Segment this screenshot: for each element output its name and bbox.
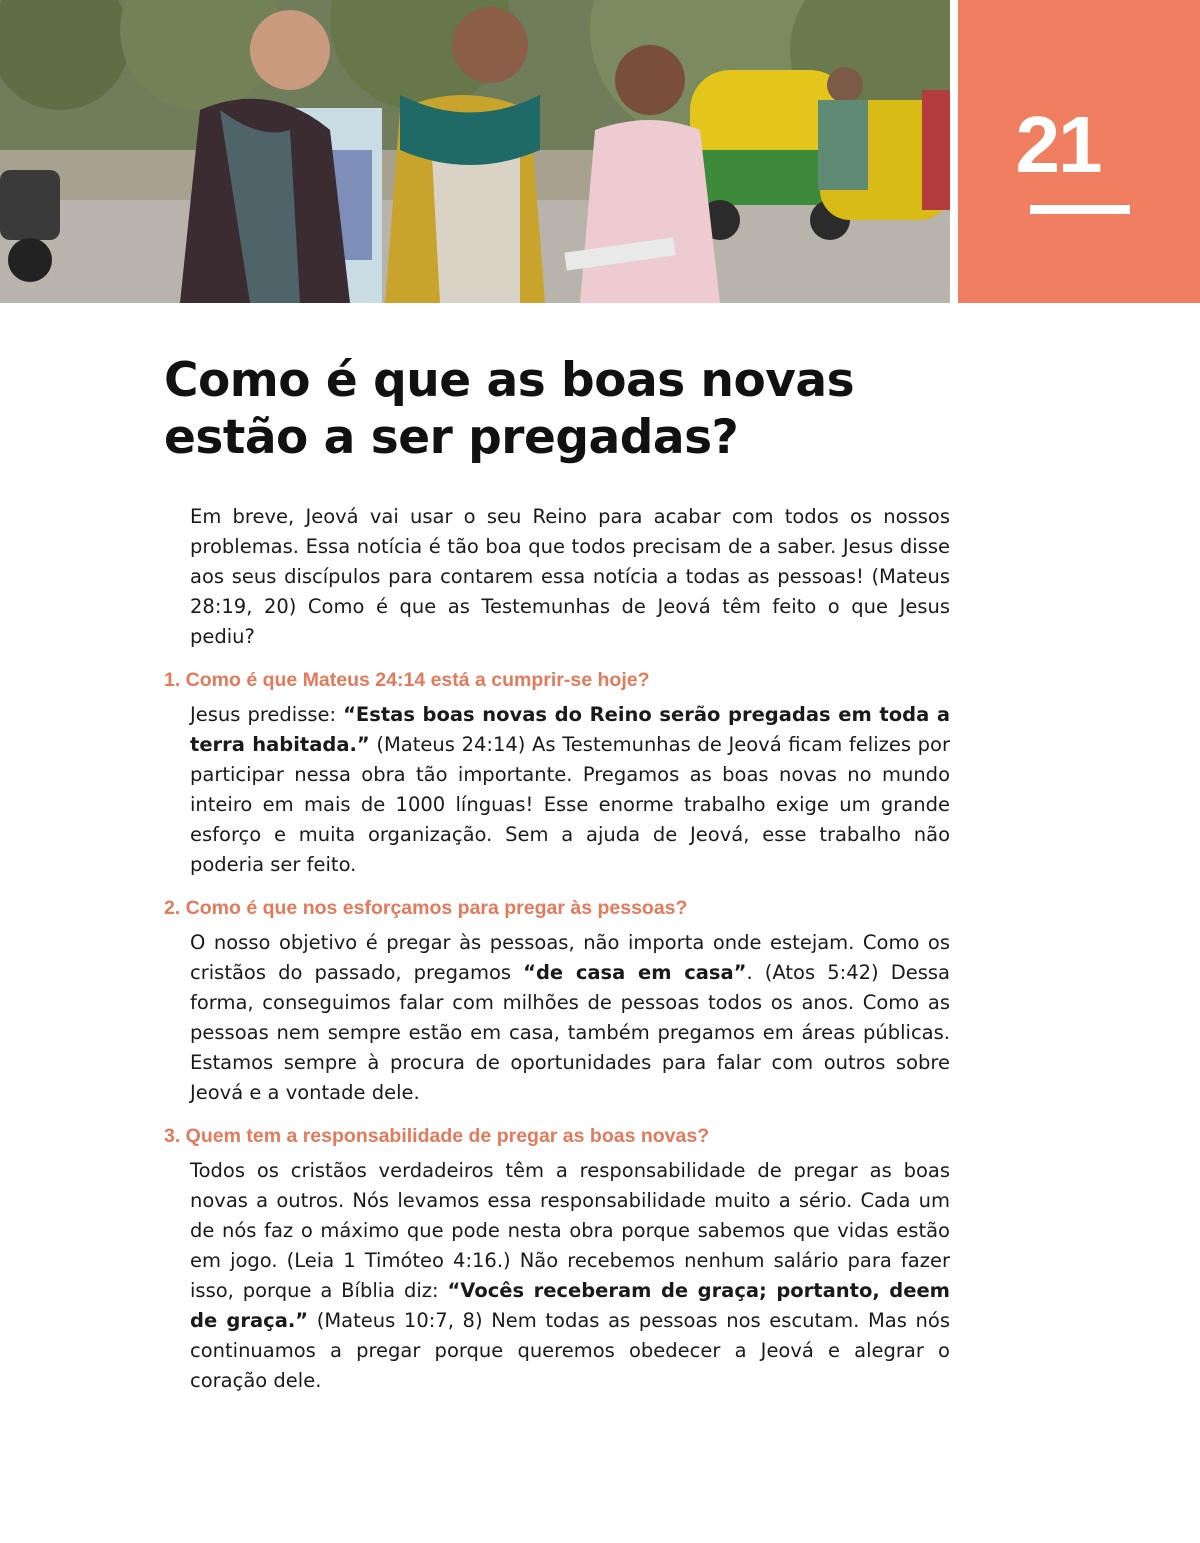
title-line-1: Como é que as boas novas (164, 353, 855, 408)
question-2-heading: 2. Como é que nos esforçamos para pregar às pessoas? (164, 897, 688, 919)
answer-3-scripture-quote: “Vocês receberam de graça; portanto, deem de graça.” (190, 1279, 950, 1332)
page-title (164, 352, 924, 466)
answer-1-text-end: (Mateus 24:14) As Testemunhas de Jeová ficam felizes por participar nessa obra tão importante. Pregamos as boas novas no mundo inteiro em mais de 1000 línguas! Esse enorme trabalho exige um grande esforço e muita organização. Sem a ajuda de Jeová, esse trabalho não poderia ser feito. (190, 733, 950, 876)
answer-1-scripture-quote: “Estas boas novas do Reino serão pregadas em toda a terra habitada.” (190, 703, 950, 756)
answer-2-text-start: O nosso objetivo é pregar às pessoas, não importa onde estejam. Como os cristãos do passado, pregamos (190, 931, 950, 984)
answer-3-paragraph (190, 1156, 950, 1396)
question-1-heading: 1. Como é que Mateus 24:14 está a cumprir-se hoje? (164, 669, 650, 691)
answer-2-paragraph (190, 928, 950, 1108)
answer-1-paragraph (190, 700, 950, 880)
answer-1-text-start: Jesus predisse: (190, 703, 344, 726)
answer-2-scripture-quote: “de casa em casa” (523, 961, 747, 984)
intro-paragraph: Em breve, Jeová vai usar o seu Reino para acabar com todos os nossos problemas. Essa notícia é tão boa que todos precisam de a saber. Jesus disse aos seus discípulos para contarem essa notícia a todas as pessoas! (Mateus 28:19, 20) Como é que as Testemunhas de Jeová têm feito o que Jesus pediu? (190, 505, 950, 648)
lesson-number-underline (1030, 205, 1130, 214)
lesson-content (164, 502, 954, 1396)
answer-2-text-end: . (Atos 5:42) Dessa forma, conseguimos falar com milhões de pessoas todos os anos. Como as pessoas nem sempre estão em casa, também pregamos em áreas públicas. Estamos sempre à procura de oportunidades para falar com outros sobre Jeová e a vontade dele. (190, 961, 950, 1104)
title-line-2: estão a ser pregadas? (164, 410, 739, 465)
question-3-heading: 3. Quem tem a responsabilidade de pregar as boas novas? (164, 1125, 710, 1147)
answer-3-text-start: Todos os cristãos verdadeiros têm a responsabilidade de pregar as boas novas a outros. Nós levamos essa responsabilidade muito a sério. Cada um de nós faz o máximo que pode nesta obra porque sabemos que vidas estão em jogo. (Leia 1 Timóteo 4:16.) Não recebemos nenhum salário para fazer isso, porque a Bíblia diz: (190, 1159, 950, 1302)
lesson-number-box (958, 0, 1200, 303)
street-scene-illustration (0, 0, 950, 303)
lesson-number: 21 (1015, 100, 1101, 189)
header-photo (0, 0, 950, 303)
answer-3-text-end: (Mateus 10:7, 8) Nem todas as pessoas nos escutam. Mas nós continuamos a pregar porque queremos obedecer a Jeová e alegrar o coração dele. (190, 1309, 950, 1392)
